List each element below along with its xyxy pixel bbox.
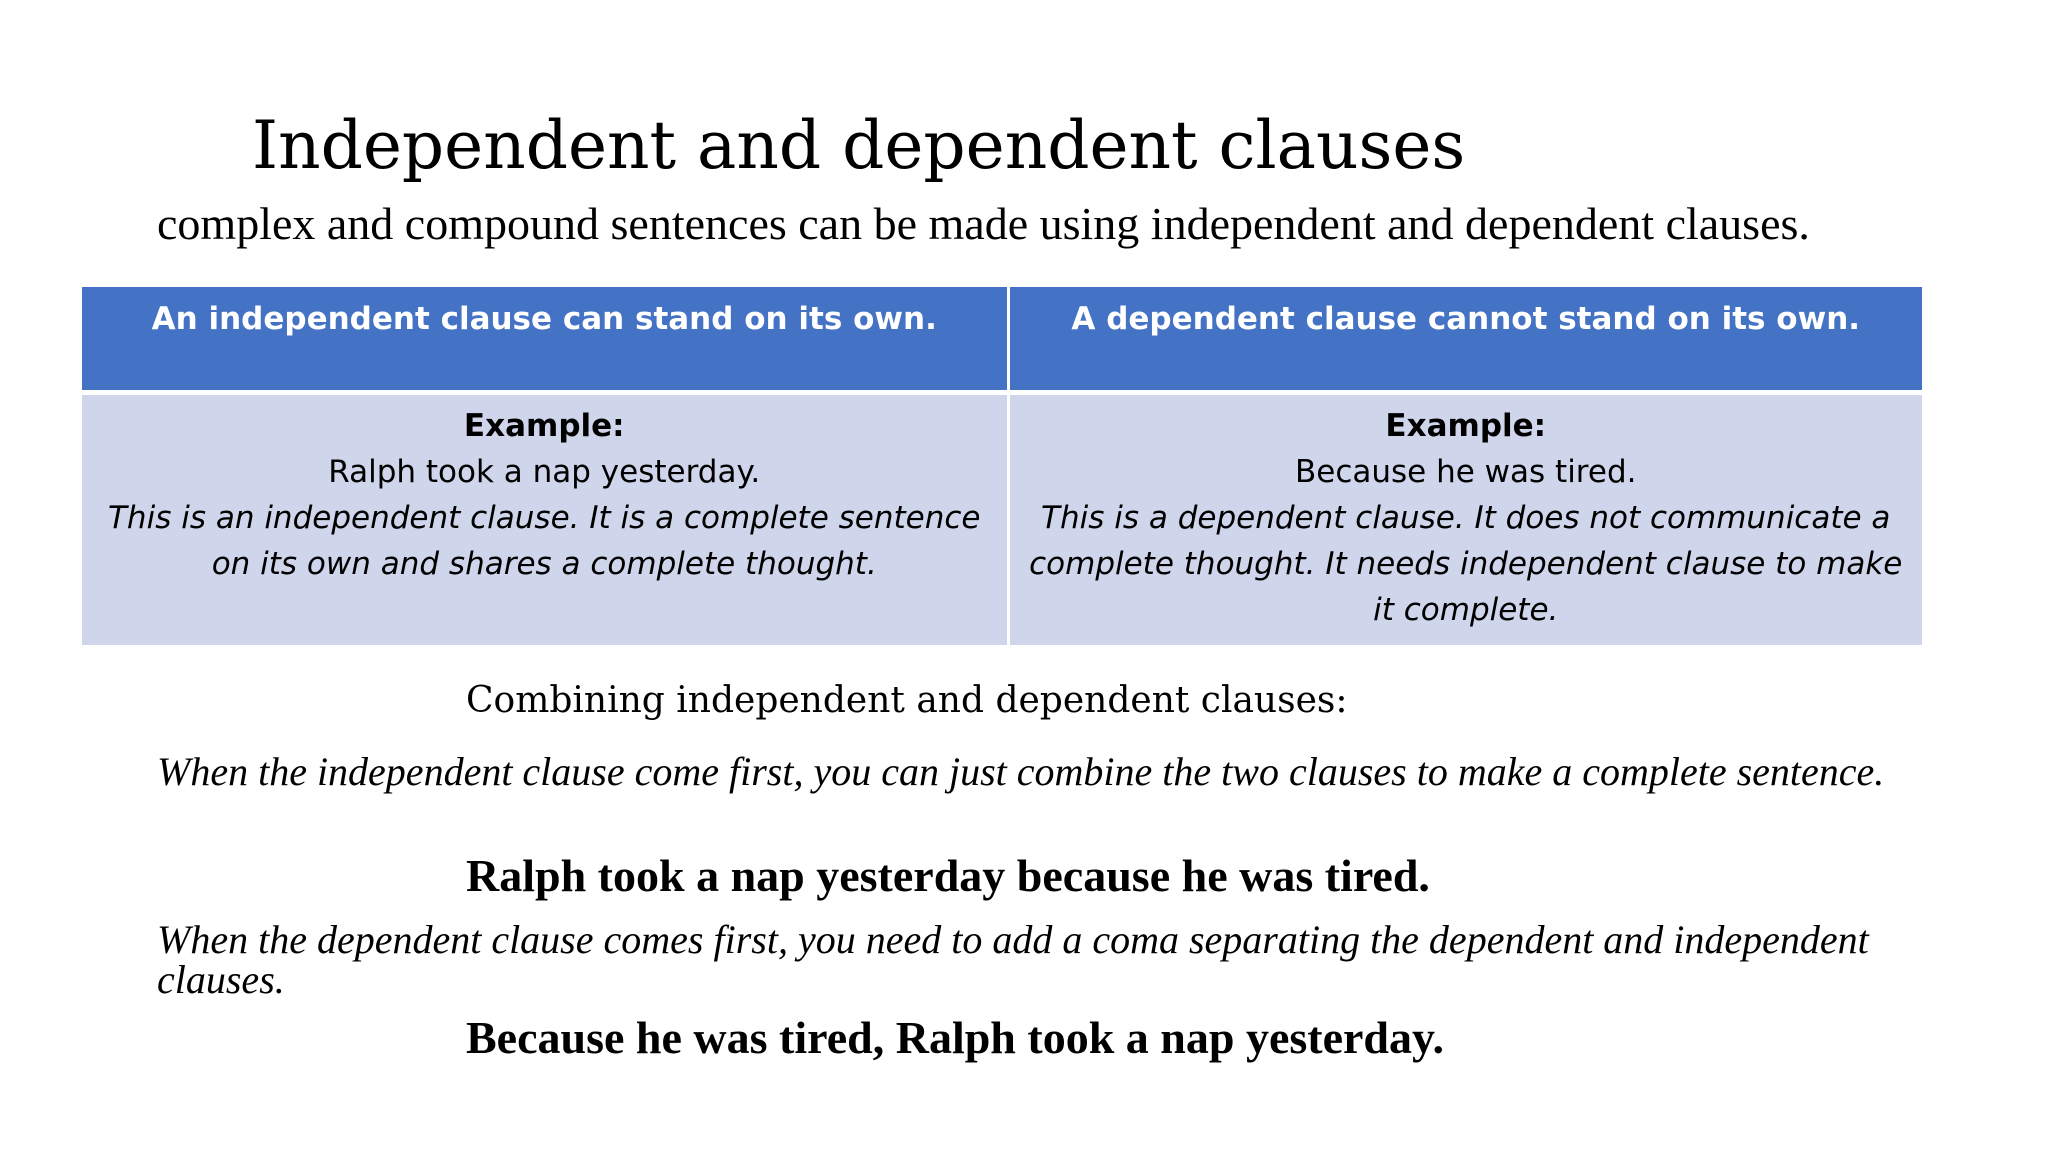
example-explanation: This is an independent clause. It is a complete sentence on its own and shares a complete thought. bbox=[108, 499, 981, 582]
slide-title: Independent and dependent clauses bbox=[252, 107, 1466, 184]
combining-heading: Combining independent and dependent clauses: bbox=[466, 680, 1348, 721]
example-label: Example: bbox=[463, 407, 625, 444]
clause-comparison-table bbox=[82, 287, 1922, 645]
dependent-clause-header: A dependent clause cannot stand on its own. bbox=[1008, 287, 1922, 392]
dependent-clause-cell bbox=[1008, 392, 1922, 645]
table-header-row bbox=[82, 287, 1922, 392]
example-sentence: Because he was tired. bbox=[1295, 453, 1637, 490]
slide-subtitle: complex and compound sentences can be made using independent and dependent clauses. bbox=[157, 198, 1810, 249]
rule-dependent-first: When the dependent clause comes first, you need to add a coma separating the dependent and independent clauses. bbox=[157, 917, 1869, 1002]
rule-independent-first: When the independent clause come first, you can just combine the two clauses to make a complete sentence. bbox=[157, 749, 1885, 794]
independent-clause-cell bbox=[82, 392, 1008, 645]
independent-clause-header: An independent clause can stand on its own. bbox=[82, 287, 1008, 392]
example-combined-sentence-2: Because he was tired, Ralph took a nap yesterday. bbox=[466, 1012, 1444, 1063]
example-label: Example: bbox=[1385, 407, 1547, 444]
table-row bbox=[82, 392, 1922, 645]
example-explanation: This is a dependent clause. It does not communicate a complete thought. It needs independent clause to make it complete. bbox=[1029, 499, 1903, 628]
example-sentence: Ralph took a nap yesterday. bbox=[328, 453, 761, 490]
example-combined-sentence-1: Ralph took a nap yesterday because he was tired. bbox=[466, 850, 1430, 901]
